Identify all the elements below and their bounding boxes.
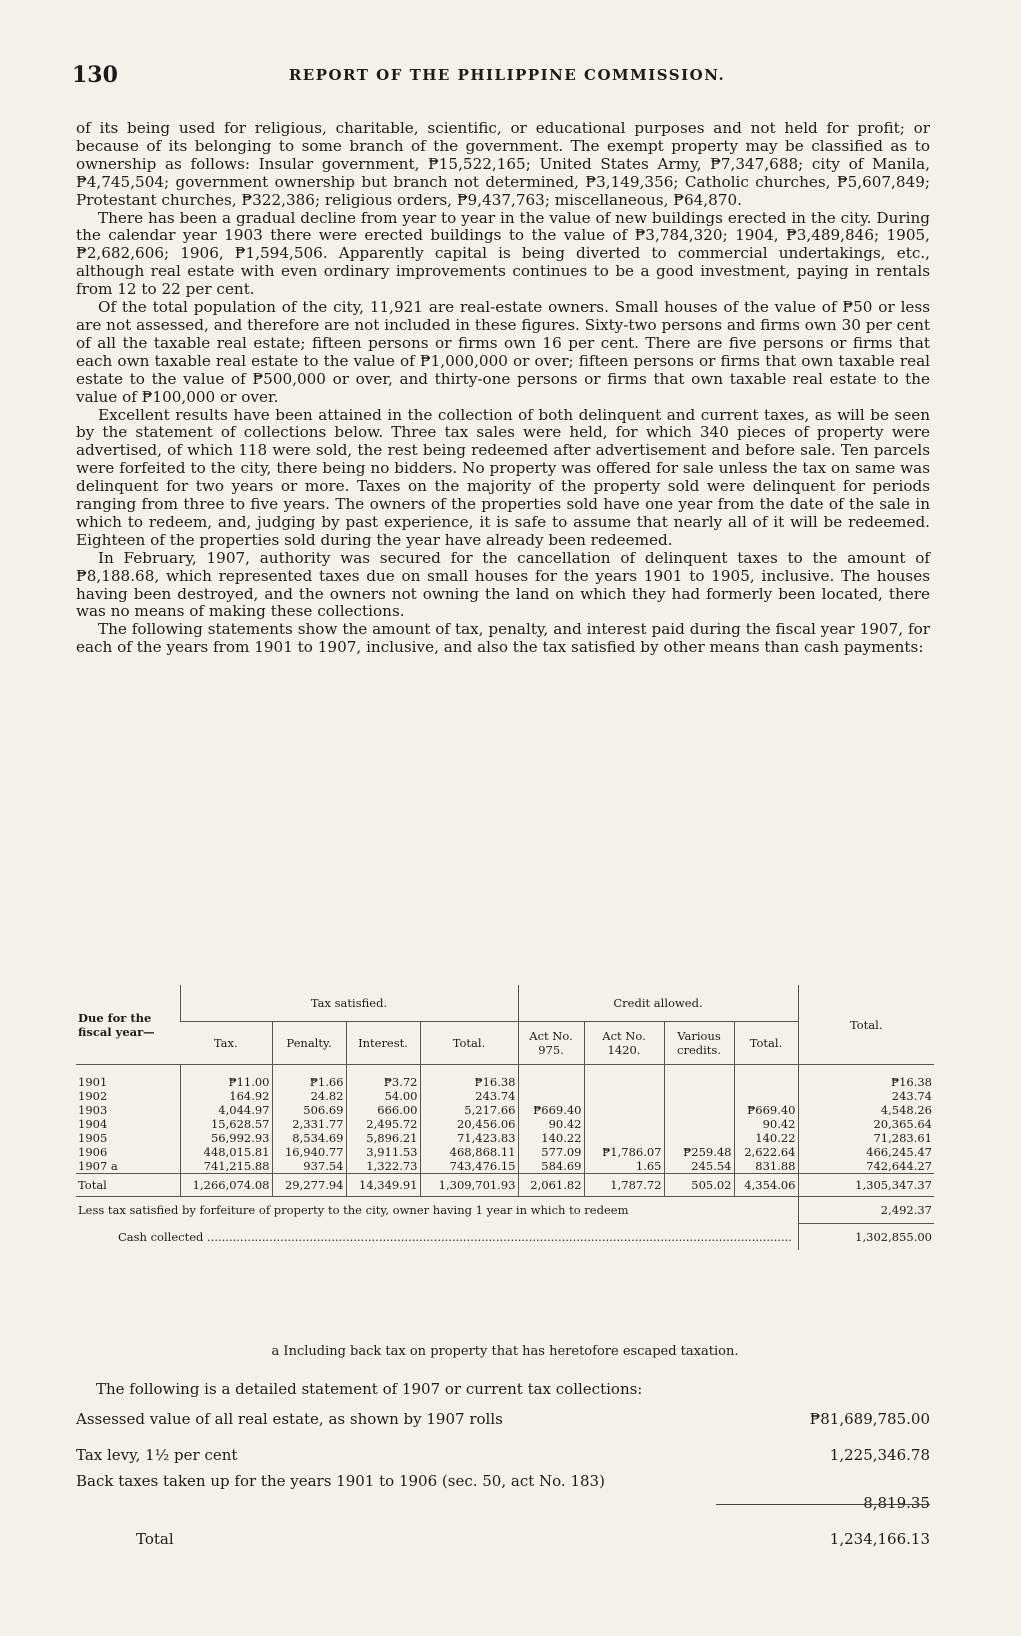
cell: ₱259.48 bbox=[664, 1145, 734, 1159]
cell bbox=[584, 1103, 664, 1117]
cell: ₱1,786.07 bbox=[584, 1145, 664, 1159]
cell: 466,245.47 bbox=[798, 1145, 934, 1159]
subheader-credit-total: Total. bbox=[734, 1022, 798, 1065]
detail-intro: The following is a detailed statement of 1907 or current tax collections: bbox=[96, 1380, 643, 1398]
year-cell: 1905 bbox=[78, 1131, 108, 1145]
cell bbox=[518, 1065, 584, 1090]
subheader-total: Total. bbox=[420, 1022, 518, 1065]
paragraph: In February, 1907, authority was secured for the cancellation of delinquent taxes to the amount of ₱8,188.68, which represented taxes due on small houses for the years 1901 to 1905, inclusive. The houses having been destroyed, and the owners not owning the land on which they had formerly been located, there was no means of making these collections. bbox=[76, 548, 930, 621]
assessed-row bbox=[76, 1410, 930, 1436]
cell: 15,628.57 bbox=[180, 1117, 272, 1131]
paragraph: Excellent results have been attained in the collection of both delinquent and current taxes, as will be seen by the statement of collections below. Three tax sales were held, for which 340 pieces of property were advertised, of which 118 were sold, the rest being redeemed after advertisement and before sale. Ten parcels were forfeited to the city, there being no bidders. No property was offered for sale unless the tax on same was delinquent for two years or more. Taxes on the majority of the property sold were delinquent for periods ranging from three to five years. The owners of the properties sold have one year from the date of the sale in which to redeem, and, judging by past experience, it is safe to assume that nearly all of it will be redeemed. Eighteen of the properties sold during the year have already been redeemed. bbox=[76, 405, 930, 549]
cell: ₱16.38 bbox=[798, 1065, 934, 1090]
total-cell: 505.02 bbox=[664, 1174, 734, 1197]
cell bbox=[734, 1065, 798, 1090]
cell bbox=[584, 1065, 664, 1090]
cell: 666.00 bbox=[346, 1103, 420, 1117]
cell: 140.22 bbox=[518, 1131, 584, 1145]
paragraph: Of the total population of the city, 11,921 are real-estate owners. Small houses of the value of ₱50 or less are not assessed, and therefore are not included in these figures. Sixty-two persons and firms own 30 per cent of all the taxable real estate; fifteen persons or firms own 16 per cent. There are five persons or firms that each own taxable real estate to the value of ₱1,000,000 or over; fifteen persons or firms that own taxable real estate to the value of ₱500,000 or over, and thirty-one persons or firms that own taxable real estate to the value of ₱100,000 or over. bbox=[76, 298, 930, 406]
cell: 468,868.11 bbox=[420, 1145, 518, 1159]
header-credit-allowed: Credit allowed. bbox=[518, 985, 798, 1022]
cell bbox=[734, 1089, 798, 1103]
detail-total-row bbox=[76, 1530, 930, 1556]
page-number: 130 bbox=[72, 62, 118, 88]
levy-row bbox=[76, 1446, 930, 1472]
subheader-act-975: Act No. 975. bbox=[518, 1022, 584, 1065]
subheader-various-credits: Various credits. bbox=[664, 1022, 734, 1065]
less-forfeiture-row bbox=[76, 1197, 934, 1224]
detail-statement bbox=[76, 1410, 930, 1556]
cell bbox=[664, 1117, 734, 1131]
paragraph: of its being used for religious, charitable, scientific, or educational purposes and not held for profit; or because of its belonging to some branch of the government. The exempt property may be classified as to ownership as follows: Insular government, ₱15,522,165; United States Army, ₱7,347,688; city of Manila, ₱4,745,504; government ownership but branch not determined, ₱3,149,356; Catholic churches, ₱5,607,849; Protestant churches, ₱322,386; religious orders, ₱9,437,763; miscellaneous, ₱64,870. bbox=[76, 119, 930, 209]
cell: 2,495.72 bbox=[346, 1117, 420, 1131]
year-cell: 1904 bbox=[78, 1117, 108, 1131]
leader-dots bbox=[203, 1230, 792, 1244]
cell bbox=[584, 1117, 664, 1131]
levy-label: Tax levy, 1½ per cent bbox=[76, 1446, 238, 1464]
cell: 16,940.77 bbox=[272, 1145, 346, 1159]
less-forfeiture-value: 2,492.37 bbox=[798, 1197, 934, 1224]
cell: 4,548.26 bbox=[798, 1103, 934, 1117]
cell: ₱1.66 bbox=[272, 1065, 346, 1090]
total-cell: 1,309,701.93 bbox=[420, 1174, 518, 1197]
cell: 164.92 bbox=[180, 1089, 272, 1103]
total-cell: 2,061.82 bbox=[518, 1174, 584, 1197]
cell: 1.65 bbox=[584, 1159, 664, 1174]
header-due-year: Due for the fiscal year— bbox=[76, 985, 180, 1065]
cell: ₱16.38 bbox=[420, 1065, 518, 1090]
year-cell: 1901 bbox=[78, 1075, 108, 1089]
cell: ₱11.00 bbox=[180, 1065, 272, 1090]
cell: 741,215.88 bbox=[180, 1159, 272, 1174]
sum-rule bbox=[716, 1504, 930, 1505]
less-forfeiture-text: Less tax satisfied by forfeiture of property to the city, owner having 1 year in which to redeem bbox=[78, 1203, 629, 1218]
cell bbox=[584, 1131, 664, 1145]
cell bbox=[664, 1103, 734, 1117]
detail-total-value: 1,234,166.13 bbox=[829, 1530, 930, 1548]
table-row bbox=[76, 1117, 934, 1131]
assessed-value: ₱81,689,785.00 bbox=[809, 1410, 930, 1428]
header-total: Total. bbox=[798, 985, 934, 1065]
cell: 20,456.06 bbox=[420, 1117, 518, 1131]
cell bbox=[664, 1131, 734, 1145]
table-row bbox=[76, 1089, 934, 1103]
cell: 5,217.66 bbox=[420, 1103, 518, 1117]
cell: 577.09 bbox=[518, 1145, 584, 1159]
cell: ₱3.72 bbox=[346, 1065, 420, 1090]
cell: 3,911.53 bbox=[346, 1145, 420, 1159]
cell: 8,534.69 bbox=[272, 1131, 346, 1145]
cell: 71,423.83 bbox=[420, 1131, 518, 1145]
cell: 54.00 bbox=[346, 1089, 420, 1103]
total-row bbox=[76, 1174, 934, 1197]
cell: 243.74 bbox=[420, 1089, 518, 1103]
cell: 90.42 bbox=[734, 1117, 798, 1131]
cell: 448,015.81 bbox=[180, 1145, 272, 1159]
cell: 71,283.61 bbox=[798, 1131, 934, 1145]
paragraph: The following statements show the amount of tax, penalty, and interest paid during the fiscal year 1907, for each of the years from 1901 to 1907, inclusive, and also the tax satisfied by other means than cash payments: bbox=[76, 620, 930, 657]
cell: 2,331.77 bbox=[272, 1117, 346, 1131]
cell: 24.82 bbox=[272, 1089, 346, 1103]
cell: 506.69 bbox=[272, 1103, 346, 1117]
cell: 937.54 bbox=[272, 1159, 346, 1174]
table-row bbox=[76, 1145, 934, 1159]
cell: 5,896.21 bbox=[346, 1131, 420, 1145]
tax-collection-table bbox=[76, 985, 934, 1250]
cell: 243.74 bbox=[798, 1089, 934, 1103]
total-cell: 4,354.06 bbox=[734, 1174, 798, 1197]
year-cell: 1903 bbox=[78, 1103, 108, 1117]
cell bbox=[664, 1089, 734, 1103]
levy-value: 1,225,346.78 bbox=[829, 1446, 930, 1464]
table-footnote: a Including back tax on property that has heretofore escaped taxation. bbox=[271, 1344, 739, 1359]
subheader-penalty: Penalty. bbox=[272, 1022, 346, 1065]
cell: 4,044.97 bbox=[180, 1103, 272, 1117]
year-cell: 1907 a bbox=[78, 1159, 118, 1173]
detail-total-label: Total bbox=[136, 1530, 174, 1548]
cell bbox=[664, 1065, 734, 1090]
subheader-tax: Tax. bbox=[180, 1022, 272, 1065]
less-forfeiture-label bbox=[76, 1197, 798, 1224]
cell bbox=[518, 1089, 584, 1103]
paragraph: There has been a gradual decline from year to year in the value of new buildings erected in the city. During the calendar year 1903 there were erected buildings to the value of ₱3,784,320; 1904, ₱3,489,846; 1905, ₱2,682,606; 1906, ₱1,594,506. Apparently capital is being diverted to commercial undertakings, etc., although real estate with even ordinary improvements continues to be a good investment, paying in rentals from 12 to 22 per cent. bbox=[76, 208, 930, 299]
cell bbox=[584, 1089, 664, 1103]
cell: 743,476.15 bbox=[420, 1159, 518, 1174]
total-cell: 1,305,347.37 bbox=[798, 1174, 934, 1197]
cell: 584.69 bbox=[518, 1159, 584, 1174]
cash-collected-label: Cash collected bbox=[118, 1229, 204, 1244]
page-header bbox=[72, 62, 942, 92]
total-label: Total bbox=[76, 1174, 180, 1197]
subheader-interest: Interest. bbox=[346, 1022, 420, 1065]
table-row bbox=[76, 1159, 934, 1174]
body-text bbox=[76, 120, 930, 657]
table-row bbox=[76, 1065, 934, 1090]
cell: 56,992.93 bbox=[180, 1131, 272, 1145]
cell: 245.54 bbox=[664, 1159, 734, 1174]
cash-collected-value: 1,302,855.00 bbox=[798, 1224, 934, 1251]
running-title: REPORT OF THE PHILIPPINE COMMISSION. bbox=[288, 66, 726, 84]
back-taxes-row bbox=[76, 1472, 930, 1518]
year-cell: 1902 bbox=[78, 1089, 108, 1103]
cell: 2,622.64 bbox=[734, 1145, 798, 1159]
assessed-label: Assessed value of all real estate, as shown by 1907 rolls bbox=[76, 1410, 503, 1428]
cash-collected-row bbox=[76, 1224, 934, 1251]
back-taxes-label: Back taxes taken up for the years 1901 to 1906 (sec. 50, act No. 183) bbox=[76, 1472, 605, 1490]
cell: 20,365.64 bbox=[798, 1117, 934, 1131]
total-cell: 1,266,074.08 bbox=[180, 1174, 272, 1197]
cell: 90.42 bbox=[518, 1117, 584, 1131]
cell: 742,644.27 bbox=[798, 1159, 934, 1174]
cell: ₱669.40 bbox=[734, 1103, 798, 1117]
header-tax-satisfied: Tax satisfied. bbox=[180, 985, 518, 1022]
cell: 140.22 bbox=[734, 1131, 798, 1145]
total-cell: 14,349.91 bbox=[346, 1174, 420, 1197]
total-cell: 29,277.94 bbox=[272, 1174, 346, 1197]
cash-collected-label-cell bbox=[76, 1224, 798, 1251]
back-taxes-value: 8,819.35 bbox=[863, 1494, 930, 1512]
subheader-act-1420: Act No. 1420. bbox=[584, 1022, 664, 1065]
total-cell: 1,787.72 bbox=[584, 1174, 664, 1197]
table-row bbox=[76, 1131, 934, 1145]
year-cell: 1906 bbox=[78, 1145, 108, 1159]
cell: 831.88 bbox=[734, 1159, 798, 1174]
cell: 1,322.73 bbox=[346, 1159, 420, 1174]
cell: ₱669.40 bbox=[518, 1103, 584, 1117]
table-row bbox=[76, 1103, 934, 1117]
